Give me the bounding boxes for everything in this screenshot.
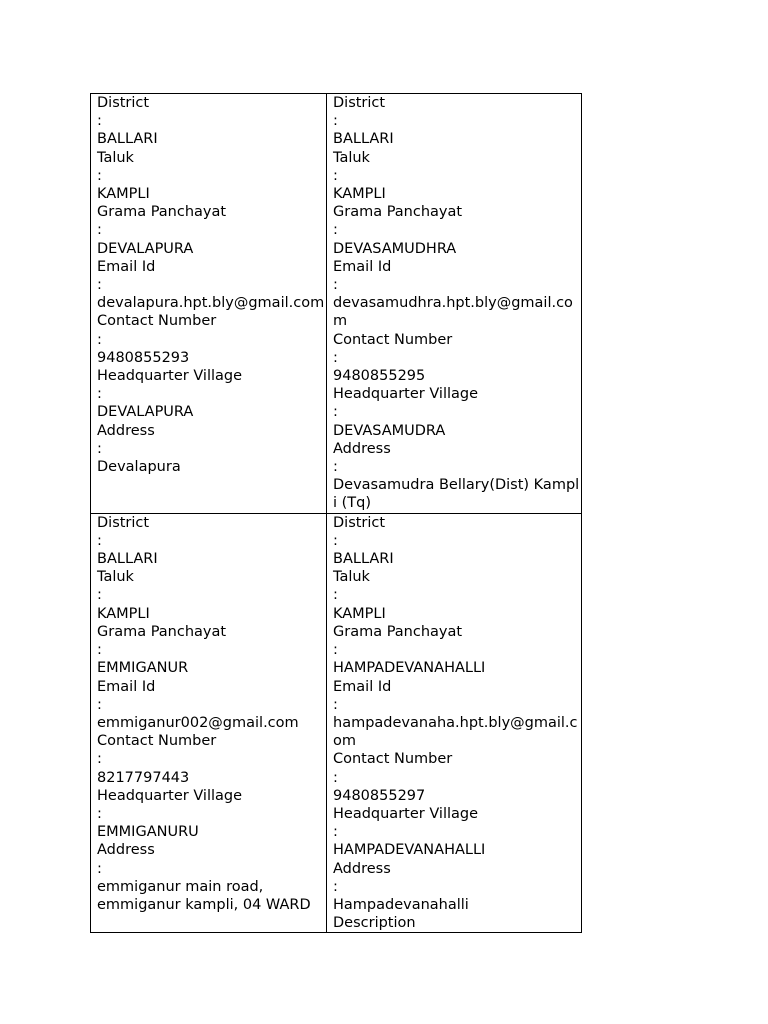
district-label: District <box>333 514 386 531</box>
hq-village-value: HAMPADEVANAHALLI <box>333 842 486 859</box>
separator: : <box>97 167 102 184</box>
contact-label: Contact Number <box>97 733 217 750</box>
grama-panchayat-value: EMMIGANUR <box>97 660 189 677</box>
taluk-label: Taluk <box>333 149 370 166</box>
email-value: devasamudhra.hpt.bly@gmail.com <box>333 295 573 330</box>
description-label: Description <box>333 915 416 932</box>
contact-value: 8217797443 <box>97 769 190 786</box>
email-value: hampadevanaha.hpt.bly@gmail.com <box>333 714 578 750</box>
separator: : <box>97 805 102 822</box>
separator: : <box>333 404 338 421</box>
separator: : <box>97 440 102 457</box>
separator: : <box>333 349 338 366</box>
record-cell <box>327 513 582 933</box>
table-row <box>91 94 582 514</box>
separator: : <box>97 587 102 604</box>
district-value: BALLARI <box>97 131 158 148</box>
address-label: Address <box>333 860 391 877</box>
district-value: BALLARI <box>333 551 394 568</box>
separator: : <box>97 696 102 713</box>
hq-village-label: Headquarter Village <box>97 368 243 385</box>
address-label: Address <box>333 440 391 457</box>
hq-village-label: Headquarter Village <box>333 386 479 403</box>
separator: : <box>97 113 102 130</box>
contact-value: 9480855293 <box>97 349 190 366</box>
separator: : <box>97 277 102 294</box>
panchayat-table <box>90 93 582 933</box>
separator: : <box>97 532 102 549</box>
hq-village-value: DEVALAPURA <box>97 404 194 421</box>
grama-panchayat-label: Grama Panchayat <box>97 623 227 640</box>
district-label: District <box>333 95 386 111</box>
grama-panchayat-label: Grama Panchayat <box>97 204 227 221</box>
separator: : <box>333 113 338 130</box>
separator: : <box>333 222 338 239</box>
table-row <box>91 513 582 933</box>
district-label: District <box>97 95 150 111</box>
separator: : <box>333 696 338 713</box>
separator: : <box>97 386 102 403</box>
grama-panchayat-value: DEVASAMUDHRA <box>333 240 457 257</box>
separator: : <box>333 878 338 895</box>
grama-panchayat-label: Grama Panchayat <box>333 204 463 221</box>
district-value: BALLARI <box>333 131 394 148</box>
separator: : <box>333 167 338 184</box>
address-label: Address <box>97 842 155 859</box>
grama-panchayat-value: HAMPADEVANAHALLI <box>333 660 486 677</box>
taluk-label: Taluk <box>97 149 134 166</box>
contact-label: Contact Number <box>97 313 217 330</box>
grama-panchayat-label: Grama Panchayat <box>333 623 463 640</box>
hq-village-label: Headquarter Village <box>333 805 479 822</box>
taluk-value: KAMPLI <box>97 186 150 203</box>
address-value: Devasamudra Bellary(Dist) Kampli (Tq) <box>333 477 580 512</box>
email-label: Email Id <box>97 258 156 275</box>
separator: : <box>333 824 338 841</box>
hq-village-value: EMMIGANURU <box>97 824 199 841</box>
separator: : <box>97 860 102 877</box>
taluk-value: KAMPLI <box>97 605 150 622</box>
hq-village-label: Headquarter Village <box>97 787 243 804</box>
hq-village-value: DEVASAMUDRA <box>333 422 446 439</box>
separator: : <box>333 769 338 786</box>
record-cell <box>91 513 327 933</box>
separator: : <box>333 459 338 476</box>
separator: : <box>333 642 338 659</box>
taluk-label: Taluk <box>333 569 370 586</box>
address-value: Devalapura <box>97 459 181 476</box>
separator: : <box>97 331 102 348</box>
record-cell <box>91 94 327 514</box>
address-value: Hampadevanahalli <box>333 896 469 913</box>
email-label: Email Id <box>333 678 392 695</box>
separator: : <box>333 277 338 294</box>
address-value: emmiganur main road, emmiganur kampli, 04 WARD <box>97 878 311 913</box>
separator: : <box>97 222 102 239</box>
email-value: devalapura.hpt.bly@gmail.com <box>97 295 325 312</box>
email-value: emmiganur002@gmail.com <box>97 714 299 731</box>
separator: : <box>333 532 338 549</box>
address-label: Address <box>97 422 155 439</box>
email-label: Email Id <box>333 258 392 275</box>
email-label: Email Id <box>97 678 156 695</box>
contact-label: Contact Number <box>333 331 453 348</box>
contact-value: 9480855295 <box>333 368 426 385</box>
taluk-value: KAMPLI <box>333 605 386 622</box>
grama-panchayat-value: DEVALAPURA <box>97 240 194 257</box>
contact-label: Contact Number <box>333 751 453 768</box>
separator: : <box>97 642 102 659</box>
record-cell <box>327 94 582 514</box>
district-label: District <box>97 514 150 531</box>
separator: : <box>97 751 102 768</box>
separator: : <box>333 587 338 604</box>
taluk-label: Taluk <box>97 569 134 586</box>
taluk-value: KAMPLI <box>333 186 386 203</box>
contact-value: 9480855297 <box>333 787 426 804</box>
district-value: BALLARI <box>97 551 158 568</box>
